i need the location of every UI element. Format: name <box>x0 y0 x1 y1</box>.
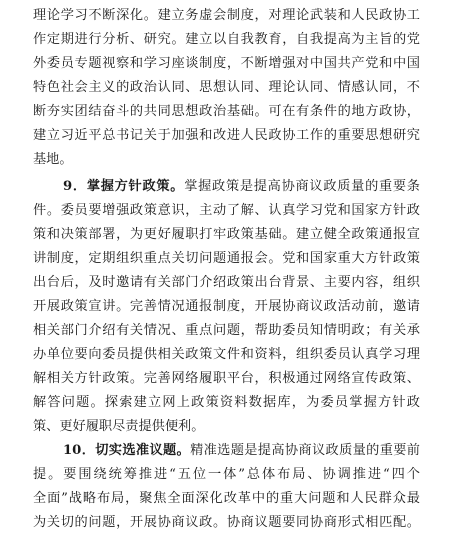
text-line <box>0 223 454 247</box>
text-content: 作定期进行分析、研究。建立以自我教育，自我提高为主旨的党 <box>33 32 420 47</box>
text-content: 策、更好履职尽责提供便利。 <box>33 419 205 434</box>
text-line <box>0 52 454 76</box>
text-line <box>0 463 454 487</box>
text-content: 策和决策部署，为更好履职打牢政策基础。建立健全政策通报宣 <box>33 227 420 242</box>
text-content: 精准选题是提高协商议政质量的重要前 <box>190 443 420 458</box>
text-line <box>0 28 454 52</box>
text-line <box>0 148 454 172</box>
text-content: 讲制度，定期组织重点关切问题通报会。党和国家重大方针政策 <box>33 251 420 266</box>
paragraph-heading-line <box>0 439 454 463</box>
text-content: 基地。 <box>33 152 73 167</box>
text-content: 办单位要向委员提供相关政策文件和资料，组织委员认真学习理 <box>33 347 420 362</box>
text-content: 解相关方针政策。完善网络履职平台，积极通过网络宣传政策、 <box>33 371 420 386</box>
text-line <box>0 247 454 271</box>
text-line <box>0 367 454 391</box>
text-line <box>0 487 454 511</box>
text-content: 开展政策宣讲。完善情况通报制度，开展协商议政活动前，邀请 <box>33 299 420 314</box>
text-line <box>0 319 454 343</box>
text-line <box>0 415 454 439</box>
text-line <box>0 199 454 223</box>
text-line <box>0 343 454 367</box>
text-content: 为关切的问题，开展协商议政。协商议题要同协商形式相匹配。 <box>33 515 420 530</box>
paragraph-heading-line <box>0 175 454 199</box>
text-content: 建立习近平总书记关于加强和改进人民政协工作的重要思想研究 <box>33 128 420 143</box>
text-content: 特色社会主义的政治认同、思想认同、理论认同、情感认同，不 <box>33 80 420 95</box>
text-line <box>0 4 454 28</box>
text-content: 掌握政策是提高协商议政质量的重要条 <box>184 179 420 194</box>
item-heading: 10．切实选准议题。 <box>63 443 191 458</box>
text-line <box>0 391 454 415</box>
text-content: 件。委员要增强政策意识，主动了解、认真学习党和国家方针政 <box>33 203 420 218</box>
text-line <box>0 76 454 100</box>
text-line <box>0 295 454 319</box>
text-content: 出台后，及时邀请有关部门介绍政策出台背景、主要内容，组织 <box>33 275 420 290</box>
text-content: 相关部门介绍有关情况、重点问题，帮助委员知情明政；有关承 <box>33 323 420 338</box>
item-heading: 9．掌握方针政策。 <box>63 179 185 194</box>
text-content: 外委员专题视察和学习座谈制度，不断增强对中国共产党和中国 <box>33 56 420 71</box>
text-content: 断夯实团结奋斗的共同思想政治基础。可在有条件的地方政协， <box>33 104 420 119</box>
text-content: 提。要围绕统筹推进“五位一体”总体布局、协调推进“四个 <box>33 467 420 482</box>
text-line <box>0 511 454 535</box>
text-line <box>0 124 454 148</box>
text-line <box>0 100 454 124</box>
text-content: 全面”战略布局，聚焦全面深化改革中的重大问题和人民群众最 <box>33 491 420 506</box>
text-line <box>0 271 454 295</box>
text-content: 理论学习不断深化。建立务虚会制度，对理论武装和人民政协工 <box>33 8 420 23</box>
text-content: 解答问题。探索建立网上政策资料数据库，为委员掌握方针政 <box>33 395 420 410</box>
